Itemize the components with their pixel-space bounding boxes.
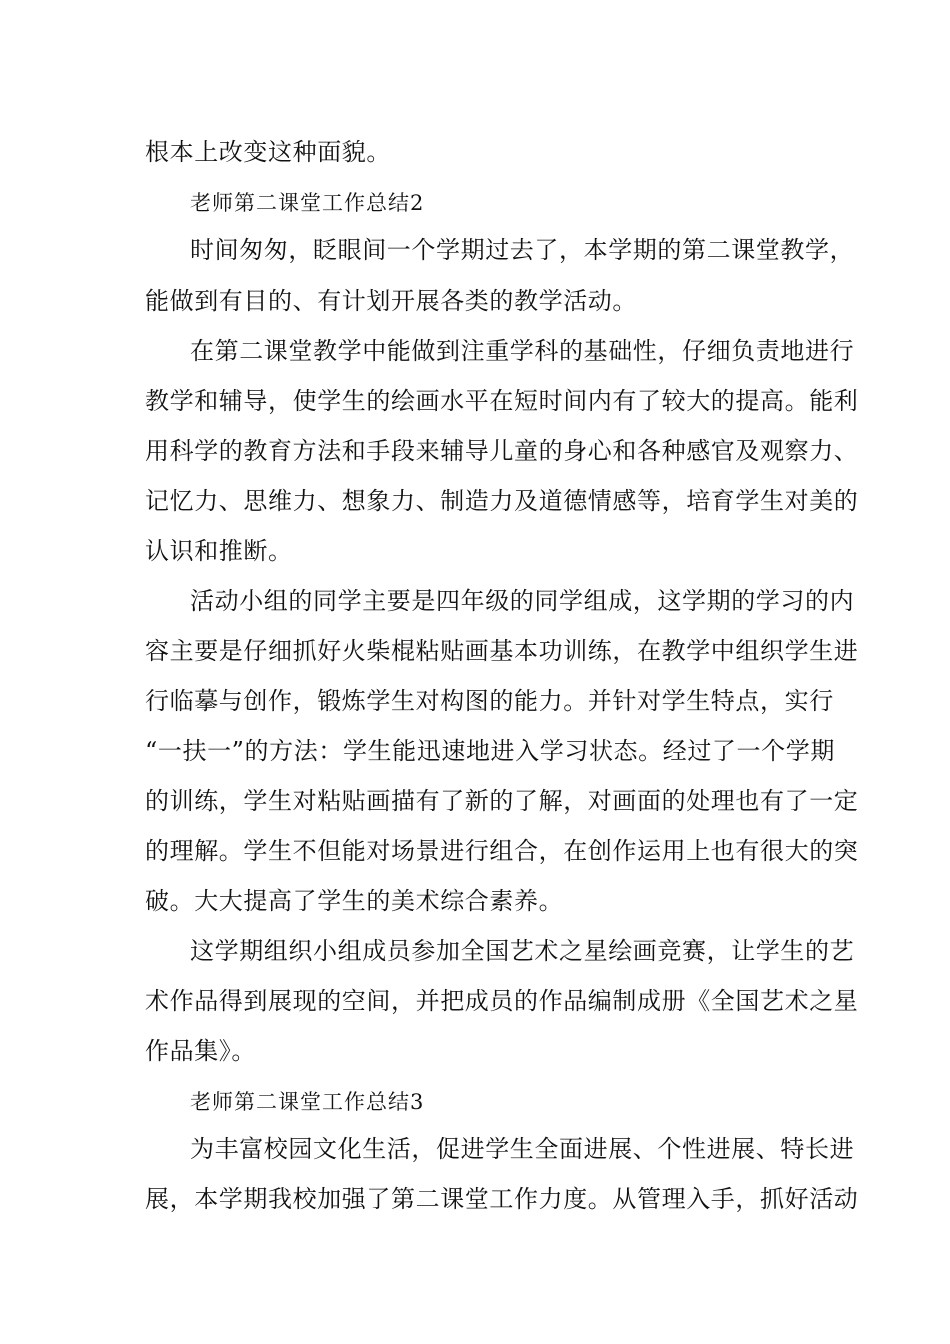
section-heading: 老师第二课堂工作总结3 <box>190 1090 425 1114</box>
paragraph-line: 术作品得到展现的空间，并把成员的作品编制成册《全国艺术之星 <box>145 987 859 1015</box>
paragraph-line: 认识和推断。 <box>145 537 293 565</box>
paragraph-line: 容主要是仔细抓好火柴棍粘贴画基本功训练，在教学中组织学生进 <box>145 637 859 665</box>
paragraph-line: 这学期组织小组成员参加全国艺术之星绘画竞赛，让学生的艺 <box>190 937 855 965</box>
paragraph-line: 时间匆匆，眨眼间一个学期过去了，本学期的第二课堂教学， <box>190 236 855 264</box>
paragraph-line: 为丰富校园文化生活，促进学生全面进展、个性进展、特长进 <box>190 1135 855 1163</box>
paragraph-line: 破。大大提高了学生的美术综合素养。 <box>145 887 564 915</box>
paragraph-line: 的理解。学生不但能对场景进行组合，在创作运用上也有很大的突 <box>145 837 859 865</box>
paragraph-line: 教学和辅导，使学生的绘画水平在短时间内有了较大的提高。能利 <box>145 387 859 415</box>
paragraph-line: 根本上改变这种面貌。 <box>145 138 391 166</box>
paragraph-line: 在第二课堂教学中能做到注重学科的基础性，仔细负责地进行 <box>190 337 855 365</box>
paragraph-line: “一扶一”的方法：学生能迅速地进入学习状态。经过了一个学期 <box>145 737 835 765</box>
paragraph-line: 活动小组的同学主要是四年级的同学组成，这学期的学习的内 <box>190 587 855 615</box>
paragraph-line: 作品集》。 <box>145 1037 256 1065</box>
paragraph-line: 行临摹与创作，锻炼学生对构图的能力。并针对学生特点，实行 <box>145 687 834 715</box>
paragraph-line: 的训练，学生对粘贴画描有了新的了解，对画面的处理也有了一定 <box>145 787 859 815</box>
paragraph-line: 记忆力、思维力、想象力、制造力及道德情感等，培育学生对美的 <box>145 487 859 515</box>
paragraph-line: 展，本学期我校加强了第二课堂工作力度。从管理入手，抓好活动 <box>145 1185 859 1213</box>
paragraph-line: 用科学的教育方法和手段来辅导儿童的身心和各种感官及观察力、 <box>145 437 859 465</box>
section-heading: 老师第二课堂工作总结2 <box>190 191 425 215</box>
paragraph-line: 能做到有目的、有计划开展各类的教学活动。 <box>145 287 637 315</box>
